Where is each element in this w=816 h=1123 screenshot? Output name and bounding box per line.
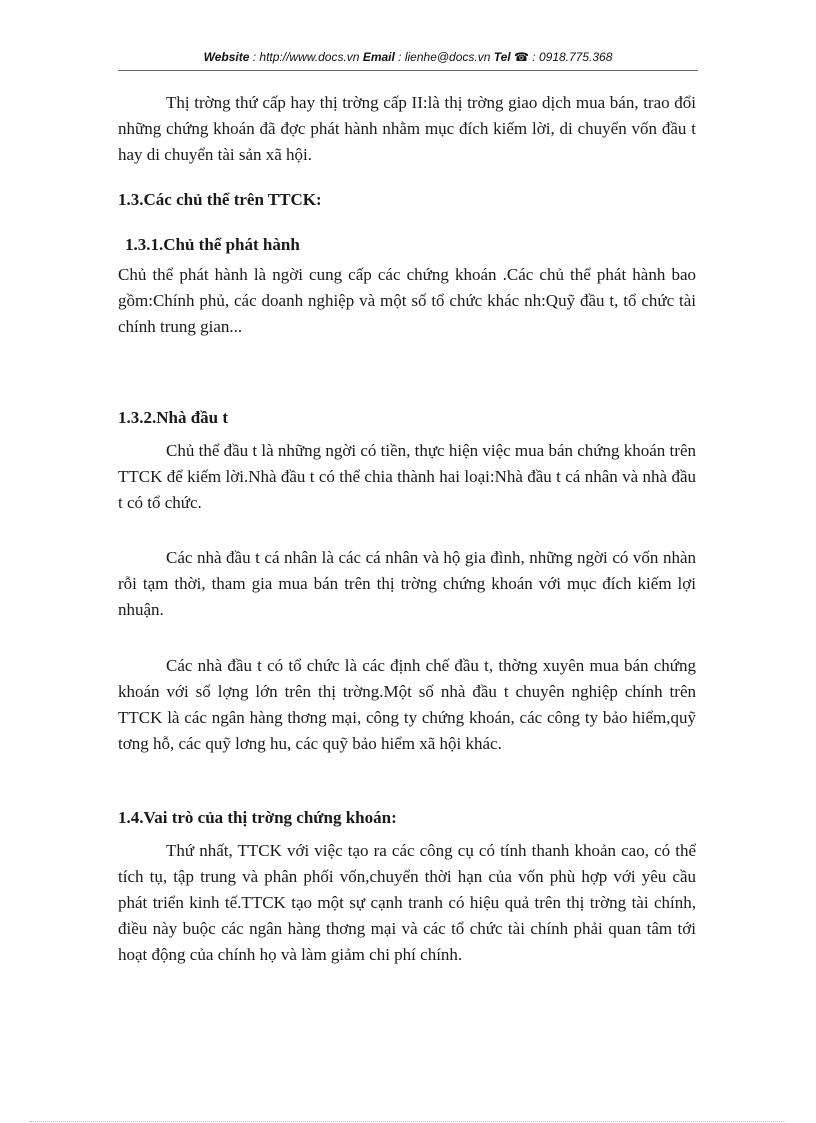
phone-icon: ☎	[514, 50, 529, 64]
heading-1-3-1: 1.3.1.Chủ thể phát hành	[125, 235, 300, 254]
heading-1-3: 1.3.Các chủ thể trên TTCK:	[118, 190, 322, 209]
paragraph-issuer: Chủ thể phát hành là ngời cung cấp các chứng khoán .Các chủ thể phát hành bao gồm:Chính phủ, các doanh nghiệp và một số tổ chức khác nh:Quỹ đầu t, tổ chức tài chính trung gian...	[118, 265, 696, 336]
heading-1-4: 1.4.Vai trò của thị trờng chứng khoán:	[118, 808, 397, 827]
tel-label: Tel	[493, 50, 511, 64]
page-header	[118, 50, 698, 64]
header-divider	[118, 70, 698, 71]
tel-number: : 0918.775.368	[532, 50, 613, 64]
paragraph-institutional-investor: Các nhà đầu t có tổ chức là các định chế đầu t, thờng xuyên mua bán chứng khoán với số lợng lớn trên thị trờng.Một số nhà đầu t chuyên nghiệp chính trên TTCK là các ngân hàng thơng mại, công ty chứng khoán, các công ty bảo hiểm,quỹ tơng hỗ, các quỹ lơng hu, các quỹ bảo hiểm xã hội khác.	[118, 656, 696, 753]
email-address[interactable]: : lienhe@docs.vn	[398, 50, 491, 64]
paragraph-individual-investor: Các nhà đầu t cá nhân là các cá nhân và hộ gia đình, những ngời có vốn nhàn rỗi tạm thời, tham gia mua bán trên thị trờng chứng khoán với mục đích kiếm lợi nhuận.	[118, 548, 696, 619]
website-url[interactable]: : http://www.docs.vn	[252, 50, 360, 64]
paragraph-role: Thứ nhất, TTCK với việc tạo ra các công cụ có tính thanh khoản cao, có thể tích tụ, tập trung và phân phối vốn,chuyển thời hạn của vốn phù hợp với yêu cầu phát triển kinh tế.TTCK tạo một sự cạnh tranh có hiệu quả trên thị trờng tài chính, điều này buộc các ngân hàng thơng mại và các tổ chức tài chính phải quan tâm tới hoạt động của chính họ và làm giảm chi phí chính.	[118, 841, 696, 964]
email-label: Email	[362, 50, 395, 64]
footer-divider	[30, 1121, 786, 1122]
paragraph-investor: Chủ thể đầu t là những ngời có tiền, thực hiện việc mua bán chứng khoán trên TTCK để kiếm lời.Nhà đầu t có thể chia thành hai loại:Nhà đầu t cá nhân và nhà đầu t có tổ chức.	[118, 441, 696, 512]
paragraph-secondary-market: Thị trờng thứ cấp hay thị trờng cấp II:là thị trờng giao dịch mua bán, trao đổi những chứng khoán đã đợc phát hành nhằm mục đích kiếm lời, di chuyển vốn đầu t hay di chuyển tài sản xã hội.	[118, 93, 696, 164]
website-label: Website	[203, 50, 250, 64]
heading-1-3-2: 1.3.2.Nhà đầu t	[118, 408, 229, 427]
